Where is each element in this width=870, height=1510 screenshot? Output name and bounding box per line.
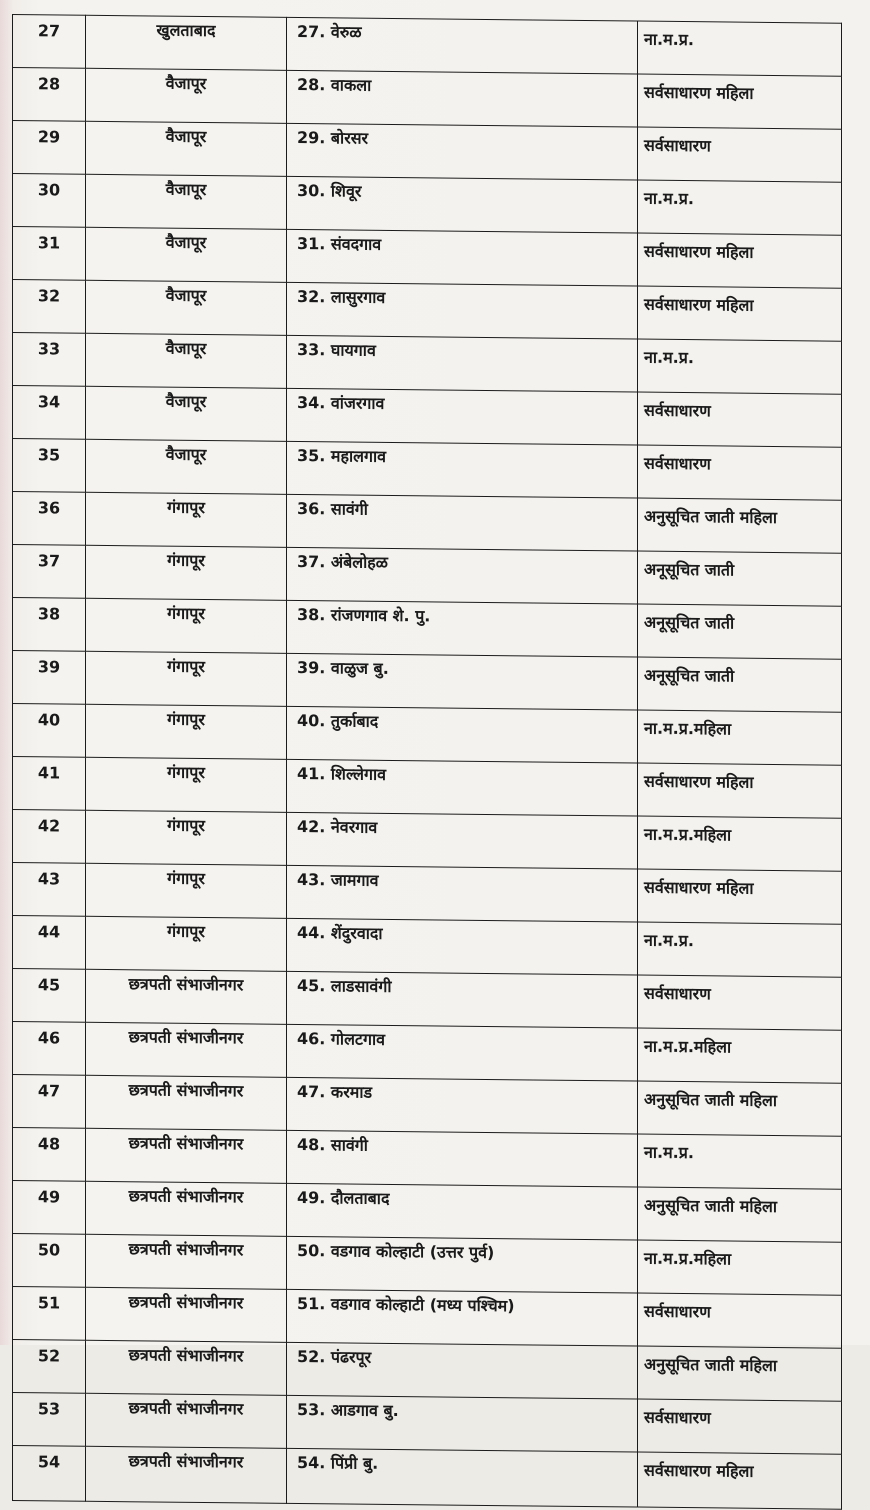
row-number-cell: 53 [13,1393,86,1447]
table-row [13,969,842,1031]
reservation-cell: अनूसूचित जाती [638,551,842,606]
reservation-cell: सर्वसाधारण [638,445,842,500]
reservation-cell: ना.म.प्र.महिला [638,710,842,765]
gat-name-cell: 45. लाडसावंगी [287,971,638,1028]
gat-name-cell: 52. पंढरपूर [287,1342,638,1399]
table-row [13,68,842,130]
table-row [13,1393,842,1455]
gat-name-cell: 39. वाळुज बु. [287,653,638,710]
taluka-cell: गंगापूर [86,545,287,600]
gat-name-cell: 37. अंबेलोहळ [287,547,638,604]
row-number-cell: 30 [13,174,86,228]
table-row [13,1287,842,1349]
gat-name-cell: 29. बोरसर [287,123,638,180]
reservation-cell: सर्वसाधारण महिला [638,1452,842,1509]
table-row [13,1022,842,1084]
row-number-cell: 29 [13,121,86,175]
table-row [13,1181,842,1243]
reservation-cell: सर्वसाधारण महिला [638,74,842,129]
reservation-cell: सर्वसाधारण [638,392,842,447]
taluka-cell: छत्रपती संभाजीनगर [86,1446,287,1503]
row-number-cell: 42 [13,810,86,864]
gat-name-cell: 30. शिवूर [287,176,638,233]
gat-name-cell: 53. आडगाव बु. [287,1395,638,1452]
reservation-cell: सर्वसाधारण [638,1293,842,1348]
row-number-cell: 52 [13,1340,86,1394]
gat-name-cell: 38. रांजणगाव शे. पु. [287,600,638,657]
table-row [13,545,842,607]
row-number-cell: 47 [13,1075,86,1129]
gat-name-cell: 51. वडगाव कोल्हाटी (मध्य पश्चिम) [287,1289,638,1346]
gat-name-cell: 47. करमाड [287,1077,638,1134]
reservation-cell: ना.म.प्र. [638,339,842,394]
taluka-cell: गंगापूर [86,598,287,653]
taluka-cell: गंगापूर [86,810,287,865]
table-row [13,1075,842,1137]
row-number-cell: 38 [13,598,86,652]
row-number-cell: 51 [13,1287,86,1341]
reservation-cell: ना.म.प्र. [638,21,842,76]
gat-name-cell: 49. दौलताबाद [287,1183,638,1240]
reservation-cell: अनुसूचित जाती महिला [638,1187,842,1242]
table-row [13,1234,842,1296]
row-number-cell: 54 [13,1446,86,1502]
taluka-cell: वैजापूर [86,174,287,229]
table-row [13,227,842,289]
reservation-cell: अनुसूचित जाती महिला [638,1346,842,1401]
gat-name-cell: 36. सावंगी [287,494,638,551]
taluka-cell: छत्रपती संभाजीनगर [86,969,287,1024]
taluka-cell: वैजापूर [86,439,287,494]
row-number-cell: 34 [13,386,86,440]
reservation-cell: सर्वसाधारण [638,1399,842,1454]
row-number-cell: 27 [13,15,86,69]
row-number-cell: 43 [13,863,86,917]
taluka-cell: गंगापूर [86,757,287,812]
reservation-cell: सर्वसाधारण [638,127,842,182]
reservation-cell: सर्वसाधारण महिला [638,869,842,924]
taluka-cell: वैजापूर [86,227,287,282]
table-row [13,280,842,342]
reservation-cell: ना.म.प्र.महिला [638,1028,842,1083]
reservation-cell: ना.म.प्र.महिला [638,816,842,871]
row-number-cell: 50 [13,1234,86,1288]
table-row [13,386,842,448]
table-row [13,492,842,554]
row-number-cell: 45 [13,969,86,1023]
taluka-cell: गंगापूर [86,651,287,706]
taluka-cell: छत्रपती संभाजीनगर [86,1181,287,1236]
gat-name-cell: 48. सावंगी [287,1130,638,1187]
taluka-cell: छत्रपती संभाजीनगर [86,1340,287,1395]
taluka-cell: खुलताबाद [86,15,287,70]
row-number-cell: 28 [13,68,86,122]
taluka-cell: गंगापूर [86,916,287,971]
gat-name-cell: 34. वांजरगाव [287,388,638,445]
taluka-cell: वैजापूर [86,333,287,388]
taluka-cell: छत्रपती संभाजीनगर [86,1075,287,1130]
reservation-cell: ना.म.प्र. [638,1134,842,1189]
reservation-cell: सर्वसाधारण महिला [638,286,842,341]
row-number-cell: 41 [13,757,86,811]
taluka-cell: वैजापूर [86,121,287,176]
table-row [13,1128,842,1190]
table-row [13,121,842,183]
table-row [13,333,842,395]
reservation-cell: ना.म.प्र.महिला [638,1240,842,1295]
taluka-cell: गंगापूर [86,492,287,547]
reservation-cell: अनुसूचित जाती महिला [638,498,842,553]
table-row [13,439,842,501]
row-number-cell: 35 [13,439,86,493]
gat-name-cell: 35. महालगाव [287,441,638,498]
row-number-cell: 48 [13,1128,86,1182]
row-number-cell: 32 [13,280,86,334]
reservation-cell: सर्वसाधारण महिला [638,763,842,818]
gat-name-cell: 43. जामगाव [287,865,638,922]
taluka-cell: वैजापूर [86,68,287,123]
table-row [13,15,842,77]
table-row [13,810,842,872]
taluka-cell: छत्रपती संभाजीनगर [86,1234,287,1289]
row-number-cell: 39 [13,651,86,705]
taluka-cell: वैजापूर [86,280,287,335]
table-row [13,757,842,819]
row-number-cell: 49 [13,1181,86,1235]
gat-name-cell: 27. वेरुळ [287,17,638,74]
row-number-cell: 31 [13,227,86,281]
reservation-cell: सर्वसाधारण महिला [638,233,842,288]
table-row [13,863,842,925]
table-row [13,1340,842,1402]
gat-name-cell: 44. शेंदुरवादा [287,918,638,975]
reservation-cell: ना.म.प्र. [638,180,842,235]
table-row [13,598,842,660]
row-number-cell: 37 [13,545,86,599]
row-number-cell: 33 [13,333,86,387]
gat-name-cell: 42. नेवरगाव [287,812,638,869]
taluka-cell: गंगापूर [86,863,287,918]
table-row [13,916,842,978]
taluka-cell: छत्रपती संभाजीनगर [86,1128,287,1183]
taluka-cell: छत्रपती संभाजीनगर [86,1393,287,1448]
reservation-cell: अनूसूचित जाती [638,657,842,712]
gat-name-cell: 41. शिल्लेगाव [287,759,638,816]
reservation-table-body [13,15,842,1510]
table-row [13,704,842,766]
table-row [13,174,842,236]
reservation-table [12,14,842,1510]
taluka-cell: गंगापूर [86,704,287,759]
taluka-cell: छत्रपती संभाजीनगर [86,1287,287,1342]
gat-name-cell: 28. वाकला [287,70,638,127]
taluka-cell: वैजापूर [86,386,287,441]
gat-name-cell: 54. पिंप्री बु. [287,1448,638,1507]
reservation-cell: अनुसूचित जाती महिला [638,1081,842,1136]
table-row [13,651,842,713]
row-number-cell: 36 [13,492,86,546]
gat-name-cell: 46. गोलटगाव [287,1024,638,1081]
row-number-cell: 46 [13,1022,86,1076]
gat-name-cell: 50. वडगाव कोल्हाटी (उत्तर पुर्व) [287,1236,638,1293]
table-row [13,1446,842,1510]
gat-name-cell: 33. घायगाव [287,335,638,392]
gat-name-cell: 40. तुर्काबाद [287,706,638,763]
gat-name-cell: 32. लासुरगाव [287,282,638,339]
row-number-cell: 40 [13,704,86,758]
reservation-cell: ना.म.प्र. [638,922,842,977]
row-number-cell: 44 [13,916,86,970]
reservation-cell: सर्वसाधारण [638,975,842,1030]
reservation-cell: अनूसूचित जाती [638,604,842,659]
taluka-cell: छत्रपती संभाजीनगर [86,1022,287,1077]
gat-name-cell: 31. संवदगाव [287,229,638,286]
